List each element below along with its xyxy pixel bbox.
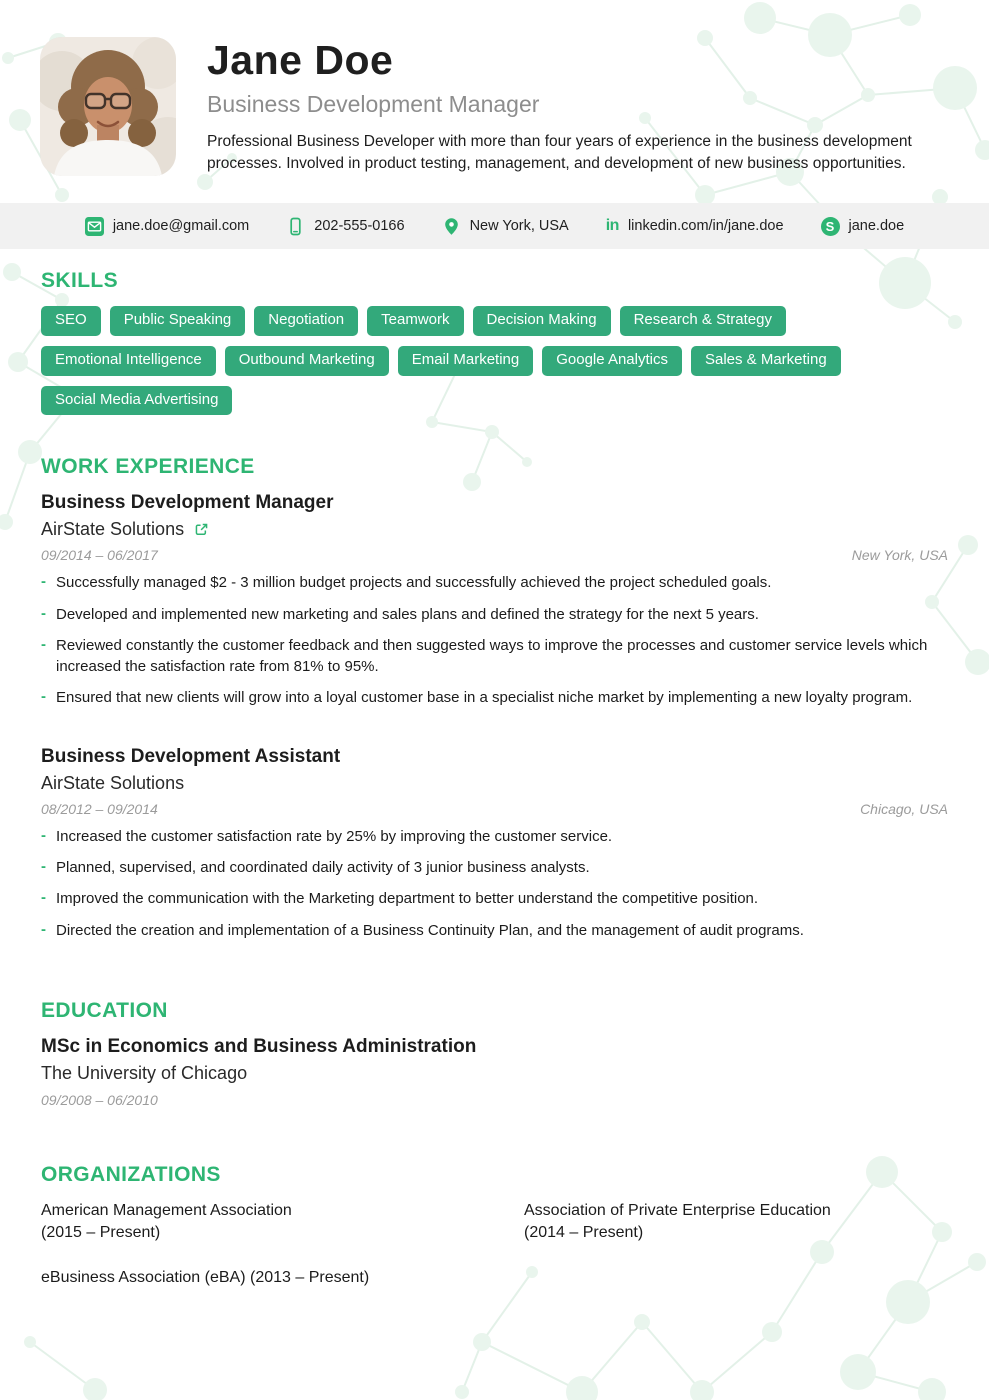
location-pin-icon [442,217,461,236]
linkedin-icon: in [605,217,619,234]
job-bullet: - Reviewed constantly the customer feedback and then suggested ways to improve the processes and customer service levels which increased the satisfaction rate from 81% to 95%. [41,635,948,678]
skill-pill: Public Speaking [110,306,246,336]
skill-pill: Google Analytics [542,346,682,376]
skills-section [41,269,948,415]
person-name: Jane Doe [207,37,394,83]
skype-icon: S [821,217,840,236]
skill-pill: Negotiation [254,306,358,336]
header [0,0,989,176]
skill-pill: Emotional Intelligence [41,346,216,376]
degree-title: MSc in Economics and Business Administration [41,1035,477,1057]
summary-text: Professional Business Developer with more than four years of experience in the business development processes. Involved in product testing, management, and development of new business opportunities. [207,133,912,173]
organization-item [41,1200,524,1243]
phone-icon [286,217,305,236]
job-dates: 09/2014 – 06/2017 [41,547,158,564]
skill-pill: Teamwork [367,306,463,336]
skill-pill: Email Marketing [398,346,534,376]
organization-name: Association of Private Enterprise Education [524,1201,831,1219]
skill-pill: Sales & Marketing [691,346,841,376]
organizations-list [41,1200,948,1289]
skill-pill: Decision Making [473,306,611,336]
contact-location-text: New York, USA [469,218,569,234]
organizations-heading: ORGANIZATIONS [41,1162,221,1186]
organization-name: American Management Association [41,1201,292,1219]
contact-phone[interactable] [286,217,404,236]
job-bullet: - Ensured that new clients will grow into a loyal customer base in a specialist niche market by implementing a new loyalty program. [41,687,948,708]
education-dates: 09/2008 – 06/2010 [41,1091,158,1108]
contact-email-text: jane.doe@gmail.com [112,218,250,234]
job-dates: 08/2012 – 09/2014 [41,800,158,817]
job-title: Business Development Assistant [41,745,341,767]
education-heading: EDUCATION [41,998,168,1022]
contact-skype[interactable] [821,217,905,236]
organization-name: eBusiness Association (eBA) (2013 – Present) [41,1269,370,1287]
company-name: AirState Solutions [41,772,185,793]
external-link-icon[interactable] [192,520,211,539]
header-text [207,37,912,176]
organization-item [41,1267,524,1289]
job-bullets [41,826,948,941]
resume-body [0,269,989,1289]
person-title: Business Development Manager [207,91,540,118]
profile-photo-illustration [40,37,176,176]
job-bullet: - Planned, supervised, and coordinated daily activity of 3 junior business analysts. [41,857,948,878]
job-bullet: - Increased the customer satisfaction rate by 25% by improving the customer service. [41,826,948,847]
contact-email[interactable] [85,217,249,236]
work-experience-section [41,455,948,941]
organizations-section [41,1163,948,1289]
contact-linkedin-text: linkedin.com/in/jane.doe [627,218,784,234]
education-section [41,999,948,1108]
organization-item [524,1200,948,1243]
contact-bar [0,203,989,249]
job-bullet: - Improved the communication with the Marketing department to better understand the competitive position. [41,888,948,909]
organization-dates: (2014 – Present) [524,1223,644,1241]
email-icon [85,217,104,236]
skill-pill: SEO [41,306,101,336]
job-bullet: - Developed and implemented new marketing and sales plans and defined the strategy for the next 5 years. [41,604,948,625]
company-name[interactable]: AirState Solutions [41,519,185,540]
school-name: The University of Chicago [41,1062,248,1083]
skills-list [41,306,948,415]
job-bullet: - Directed the creation and implementation of a Business Continuity Plan, and the management of audit programs. [41,920,948,941]
skill-pill: Outbound Marketing [225,346,389,376]
contact-location[interactable] [442,217,569,236]
skills-heading: SKILLS [41,269,119,292]
job-location: New York, USA [851,547,948,564]
job-bullets [41,572,948,708]
contact-skype-text: jane.doe [848,218,905,234]
skill-pill: Research & Strategy [620,306,786,336]
job-title: Business Development Manager [41,492,334,514]
company-row [41,519,948,540]
job-bullet: - Successfully managed $2 - 3 million budget projects and successfully achieved the project scheduled goals. [41,572,948,593]
contact-phone-text: 202-555-0166 [314,218,405,234]
job-meta-row [41,801,948,817]
job-location: Chicago, USA [860,800,948,817]
organization-dates: (2015 – Present) [41,1223,161,1241]
job-meta-row [41,547,948,563]
company-row [41,773,948,794]
job-entry [41,492,948,708]
contact-linkedin[interactable] [606,218,784,234]
profile-photo [40,37,176,176]
work-experience-heading: WORK EXPERIENCE [41,455,255,479]
job-entry [41,746,948,941]
skill-pill: Social Media Advertising [41,386,232,416]
